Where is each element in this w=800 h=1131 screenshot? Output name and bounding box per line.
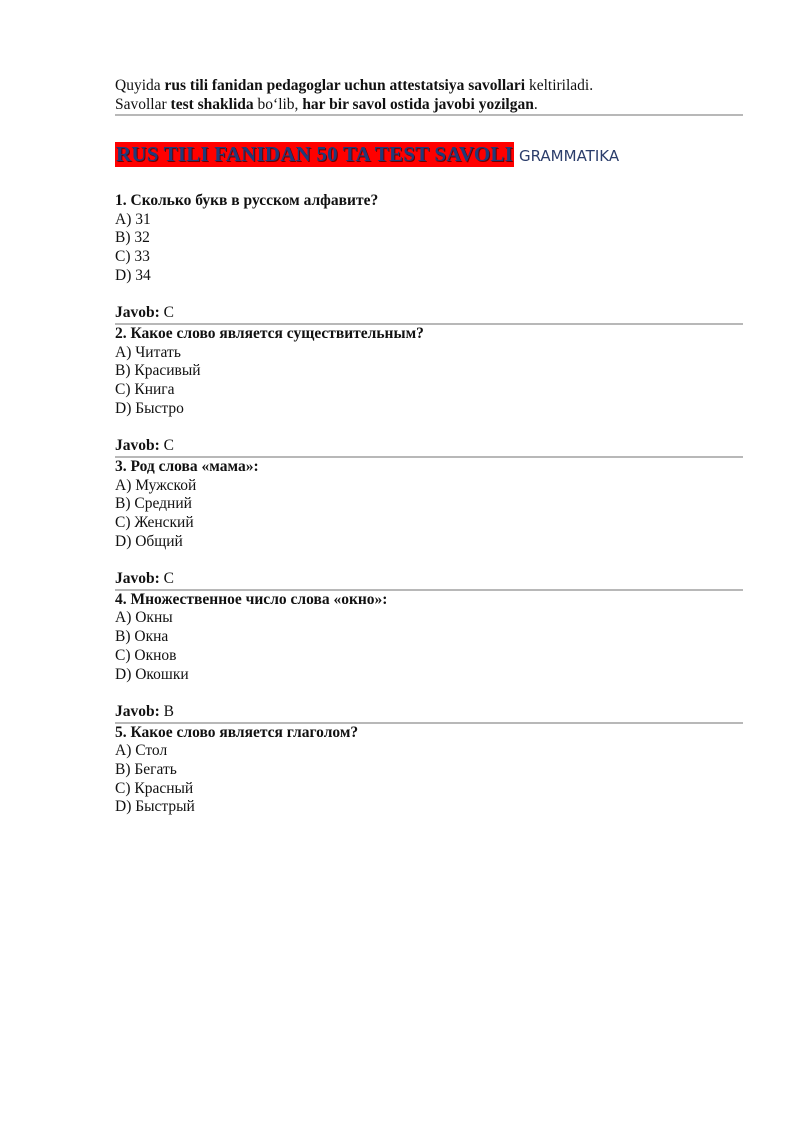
question-block — [115, 325, 743, 456]
answer-option: A) Стол — [115, 742, 168, 760]
answer-option: D) Общий — [115, 532, 183, 550]
answer-option: B) Бегать — [115, 761, 177, 779]
answer-label: Javob: — [115, 437, 160, 455]
answer-option: C) 33 — [115, 248, 150, 266]
answer-option: B) Средний — [115, 495, 192, 513]
question-block — [115, 724, 743, 818]
section-heading — [115, 137, 743, 167]
question-block — [115, 591, 743, 722]
answer-value: C — [163, 437, 175, 455]
answer-option: C) Книга — [115, 381, 175, 399]
intro-paragraph — [115, 76, 743, 114]
answer-label: Javob: — [115, 702, 160, 720]
answer-value: C — [163, 304, 175, 322]
intro-text: Quyida — [115, 77, 165, 94]
answer-option: A) 31 — [115, 210, 151, 228]
answer-value: B — [163, 702, 175, 720]
question-title: 3. Род слова «мама»: — [115, 457, 259, 475]
question-block — [115, 458, 743, 589]
answer-line — [115, 304, 743, 323]
answer-option: C) Женский — [115, 513, 194, 531]
answer-line — [115, 703, 743, 722]
answer-option: D) Окошки — [115, 665, 189, 683]
answer-option: D) Быстрый — [115, 798, 195, 816]
answer-option: B) Красивый — [115, 362, 201, 380]
intro-text-bold: rus tili fanidan pedagoglar uchun attestatsiya savollari — [164, 77, 526, 94]
answer-option: A) Читать — [115, 343, 181, 361]
heading-highlight: RUS TILI FANIDAN 50 TA TEST SAVOLI — [116, 142, 513, 166]
answer-line — [115, 570, 743, 589]
question-title: 1. Сколько букв в русском алфавите? — [115, 192, 379, 209]
answer-option: B) Окна — [115, 628, 169, 646]
answer-line — [115, 437, 743, 456]
answer-option: C) Окнов — [115, 646, 177, 664]
intro-line-2 — [115, 95, 743, 114]
answer-label: Javob: — [115, 570, 160, 588]
answer-option: D) Быстро — [115, 399, 184, 417]
intro-text-bold: har bir savol ostida javobi yozilgan — [302, 96, 534, 113]
question-block — [115, 192, 743, 323]
question-title: 4. Множественное число слова «окно»: — [115, 590, 388, 608]
answer-value: C — [163, 570, 175, 588]
heading-subtitle: GRAMMATIKA — [518, 147, 620, 165]
answer-option: A) Окны — [115, 609, 173, 627]
divider — [115, 114, 743, 116]
document-page — [115, 76, 743, 817]
intro-line-1 — [115, 76, 743, 95]
intro-text: . — [533, 96, 538, 113]
intro-text: bo‘lib, — [253, 96, 303, 113]
intro-text: keltiriladi. — [525, 77, 594, 94]
question-title: 2. Какое слово является существительным? — [115, 324, 424, 342]
answer-option: C) Красный — [115, 779, 194, 797]
question-list — [115, 192, 743, 817]
answer-option: D) 34 — [115, 266, 151, 284]
answer-option: B) 32 — [115, 229, 150, 247]
answer-option: A) Мужской — [115, 476, 197, 494]
intro-text: Savollar — [115, 96, 171, 113]
answer-label: Javob: — [115, 304, 160, 322]
question-title: 5. Какое слово является глаголом? — [115, 723, 359, 741]
intro-text-bold: test shaklida — [170, 96, 254, 113]
